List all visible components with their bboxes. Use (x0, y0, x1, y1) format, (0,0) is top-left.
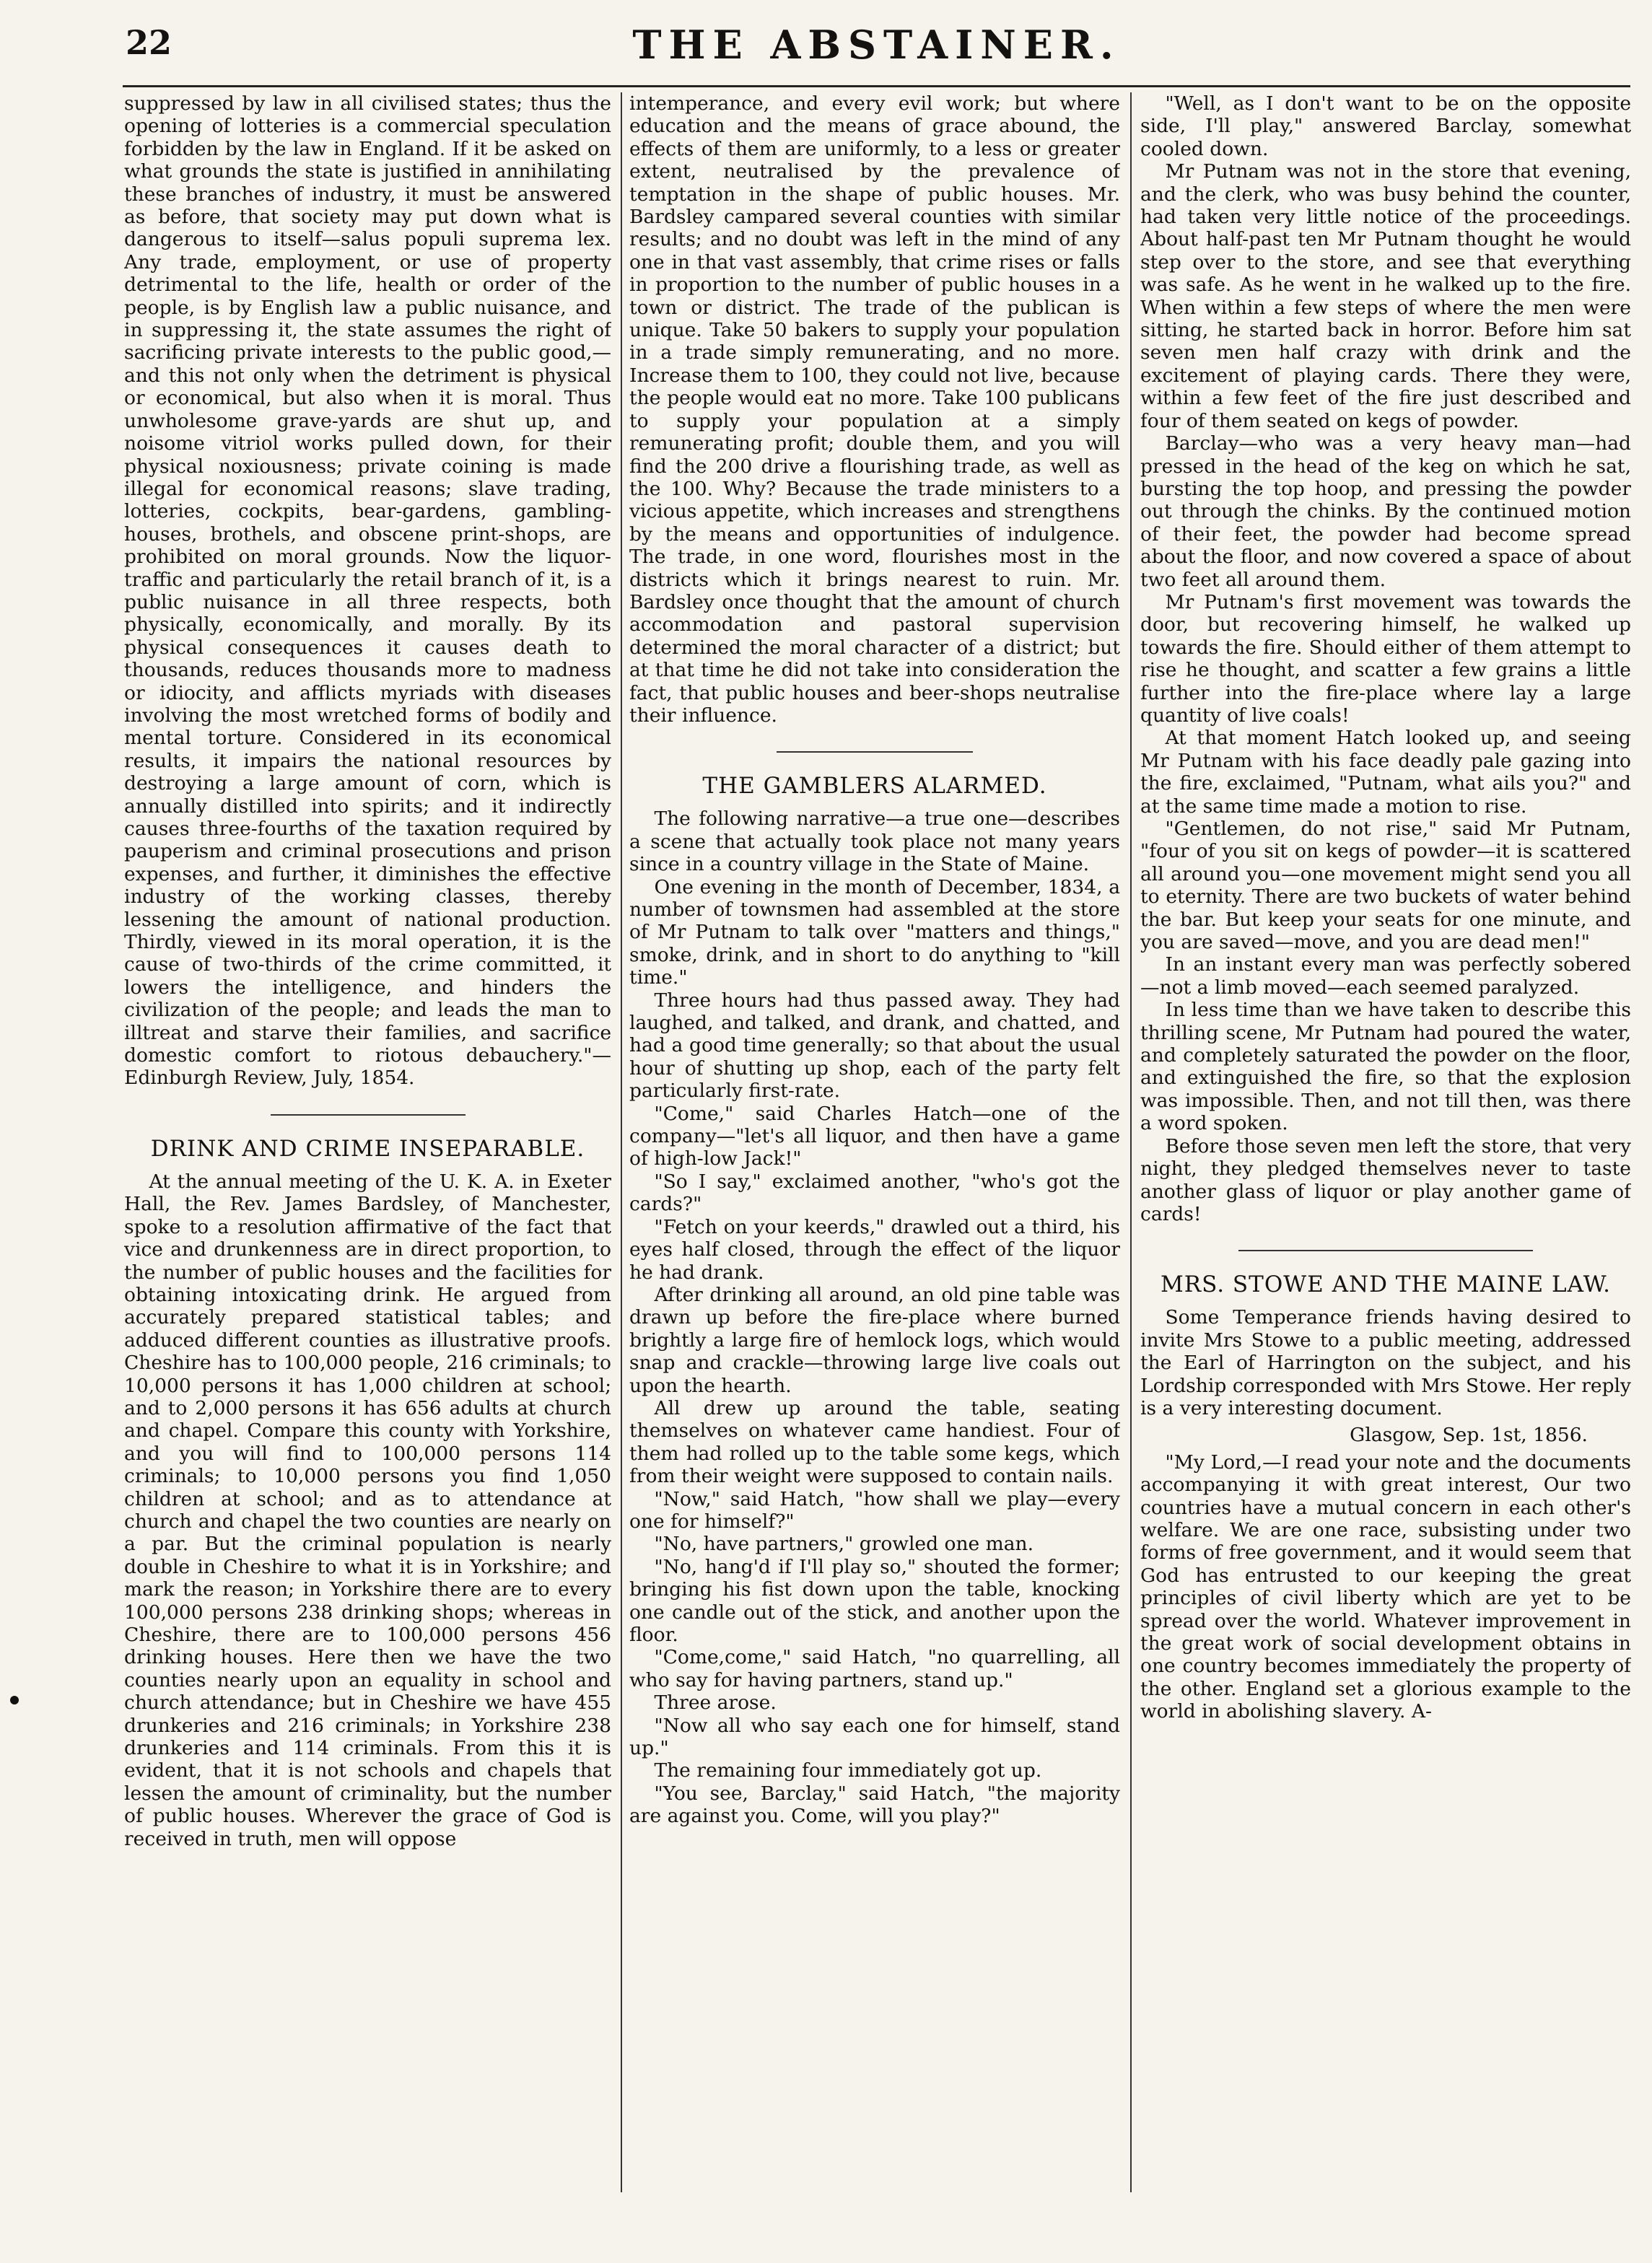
paragraph: All drew up around the table, seating themselves on whatever came handiest. Four of them had rolled up to the table some kegs, which from their weight were supposed to contain nails. (629, 1396, 1120, 1488)
paragraph: "Now," said Hatch, "how shall we play—every one for himself?" (629, 1487, 1120, 1533)
paragraph: The remaining four immediately got up. (654, 1759, 1042, 1782)
page-number: 22 (126, 23, 172, 62)
paragraph: "Well, as I don't want to be on the opposite side, I'll play," answered Barclay, somewhat cooled down. (1140, 92, 1631, 160)
paragraph: Barclay—who was a very heavy man—had pressed in the head of the keg on which he sat, bursting the top hoop, and pressing the powder out through the chinks. By the continued motion of their feet, the powder had become spread about the floor, and now covered a space of about two feet all around them. (1140, 432, 1631, 591)
article-heading: DRINK AND CRIME INSEPARABLE. (150, 1135, 585, 1162)
paragraph: Three hours had thus passed away. They had laughed, and talked, and drank, and chatted, and had a good time generally; so that about the usual hour of shutting up shop, each of the party felt particularly first-rate. (629, 989, 1120, 1103)
paragraph: In less time than we have taken to describe this thrilling scene, Mr Putnam had poured the water, and completely saturated the powder on the floor, and extinguished the fire, so that the explosion was impossible. Then, and not till then, was there a word spoken. (1140, 999, 1631, 1135)
article-text: intemperance, and every evil work; but where education and the means of grace abound, the effects of them are uniformly, to a less or greater extent, neutralised by the prevalence of temptation in the shape of public houses. Mr. Bardsley campared several counties with similar results; and no doubt was left in the mind of any one in that vast assembly, that crime rises or falls in proportion to the number of public houses in a town or district. The trade of the publican is unique. Take 50 bakers to supply your population in a trade simply remunerating, and no more. Increase them to 100, they could not live, because the people would eat no more. Take 100 publicans to supply your population at a simply remunerating profit; double them, and you will find the 200 drive a flourishing trade, as well as the 100. Why? Because the trade ministers to a vicious appetite, which increases and strengthens by the means and opportunities of indulgence. The trade, in one word, flourishes most in the districts which it brings nearest to ruin. Mr. Bardsley once thought that the amount of church accommodation and pastoral supervision determined the moral character of a district; but at that time he did not take into consideration the fact, that public houses and beer-shops neutralise their influence. (629, 92, 1120, 727)
column-divider (621, 92, 622, 2192)
paragraph: One evening in the month of December, 1834, a number of townsmen had assembled at the store of Mr Putnam to talk over "matters and things," smoke, drink, and in short to do anything to "kill time." (629, 875, 1120, 989)
header-rule (123, 85, 1630, 87)
article-separator (271, 1114, 466, 1116)
paragraph: "No, hang'd if I'll play so," shouted the former; bringing his fist down upon the table, knocking one candle out of the stick, and another upon the floor. (629, 1555, 1120, 1646)
paragraph: "Fetch on your keerds," drawled out a third, his eyes half closed, through the effect of the liquor he had drank. (629, 1215, 1120, 1284)
article-text: At the annual meeting of the U. K. A. in Exeter Hall, the Rev. James Bardsley, of Manchester, spoke to a resolution affirmative of the fact that vice and drunkenness are in direct proportion, to the number of public houses and the facilities for obtaining intoxicating drink. He argued from accurately prepared statistical tables; and adduced different counties as illustrative proofs. Cheshire has to 100,000 people, 216 criminals; to 10,000 persons it has 1,000 children at school; and to 2,000 persons it has 656 adults at church and chapel. Compare this county with Yorkshire, and you will find to 100,000 persons 114 criminals; to 10,000 persons you find 1,050 children at school; and as to attendance at church and chapel the two counties are nearly on a par. But the criminal population is nearly double in Cheshire to what it is in Yorkshire; and mark the reason; in Yorkshire there are to every 100,000 persons 238 drinking shops; whereas in Cheshire, there are to 100,000 persons 456 drinking houses. Here then we have the two counties nearly upon an equality in school and church attendance; but in Cheshire we have 455 drunkeries and 216 criminals; in Yorkshire 238 drunkeries and 114 criminals. From this it is evident, that it is not schools and chapels that lessen the amount of criminality, but the number of public houses. Wherever the grace of God is received in truth, men will oppose (124, 1170, 611, 1850)
paragraph: "So I say," exclaimed another, "who's got the cards?" (629, 1170, 1120, 1216)
letter-dateline: Glasgow, Sep. 1st, 1856. (1350, 1424, 1588, 1447)
column-2 (629, 92, 1120, 2185)
paragraph: "Come,come," said Hatch, "no quarrelling, all who say for having partners, stand up." (629, 1646, 1120, 1691)
paragraph: At that moment Hatch looked up, and seeing Mr Putnam with his face deadly pale gazing into the fire, exclaimed, "Putnam, what ails you?" and at the same time made a motion to rise. (1140, 727, 1631, 818)
paragraph: Some Temperance friends having desired to invite Mrs Stowe to a public meeting, addressed the Earl of Harrington on the subject, and his Lordship corresponded with Mrs Stowe. Her reply is a very interesting document. (1140, 1306, 1631, 1419)
column-divider (1130, 92, 1132, 2192)
paragraph: Three arose. (654, 1691, 777, 1715)
article-separator (1238, 1250, 1533, 1251)
paragraph: "Gentlemen, do not rise," said Mr Putnam, "four of you sit on kegs of powder—it is scattered all around you—one movement might send you all to eternity. There are two buckets of water behind the bar. But keep your seats for one minute, and you are saved—move, and you are dead men!" (1140, 818, 1631, 954)
margin-mark (10, 1696, 19, 1704)
paragraph: Before those seven men left the store, that very night, they pledged themselves never to taste another glass of liquor or play another game of cards! (1140, 1134, 1631, 1225)
paragraph: "Now all who say each one for himself, stand up." (629, 1714, 1120, 1760)
paragraph: In an instant every man was perfectly sobered—not a limb moved—each seemed paralyzed. (1140, 953, 1631, 999)
column-3 (1140, 92, 1631, 2185)
paragraph: "No, have partners," growled one man. (654, 1533, 1034, 1556)
article-heading: THE GAMBLERS ALARMED. (702, 773, 1047, 800)
paragraph: After drinking all around, an old pine table was drawn up before the fire-place where burned brightly a large fire of hemlock logs, which would snap and crackle—throwing large live coals out upon the hearth. (629, 1283, 1120, 1397)
masthead-title: THE ABSTAINER. (632, 22, 1121, 68)
column-1 (124, 92, 611, 2185)
paragraph: Mr Putnam was not in the store that evening, and the clerk, who was busy behind the counter, had taken very little notice of the proceedings. About half-past ten Mr Putnam thought he would step over to the store, and see that everything was safe. As he went in he walked up to the fire. When within a few steps of where the men were sitting, he started back in horror. Before him sat seven men half crazy with drink and the excitement of playing cards. There they were, within a few feet of the fire just described and four of them seated on kegs of powder. (1140, 160, 1631, 432)
article-text: suppressed by law in all civilised states; thus the opening of lotteries is a commercial speculation forbidden by the law in England. If it be asked on what grounds the state is justified in annihilating these branches of industry, it must be answered as before, that society may put down what is dangerous to itself—salus populi suprema lex. Any trade, employment, or use of property detrimental to the life, health or order of the people, is by English law a public nuisance, and in suppressing it, the state assumes the right of sacrificing private interests to the public good,—and this not only when the detriment is physical or economical, but also when it is moral. Thus unwholesome grave-yards are shut up, and noisome vitriol works pulled down, for their physical noxiousness; private coining is made illegal for economical reasons; slave trading, lotteries, cockpits, bear-gardens, gambling-houses, brothels, and obscene print-shops, are prohibited on moral grounds. Now the liquor-traffic and particularly the retail branch of it, is a public nuisance in all three respects, both physically, economically, and morally. By its physical consequences it causes death to thousands, reduces thousands more to madness or idiocity, and afflicts myriads with diseases involving the most wretched forms of bodily and mental torture. Considered in its economical results, it impairs the national resources by destroying a large amount of corn, which is annually distilled into spirits; and it indirectly causes three-fourths of the taxation required by pauperism and criminal prosecutions and prison expenses, and further, it diminishes the effective industry of the working classes, thereby lessening the amount of national production. Thirdly, viewed in its moral operation, it is the cause of two-thirds of the crime committed, it lowers the intelligence, and hinders the civilization of the people; and leads the man to illtreat and starve their families, and sacrifice domestic comfort to riotous debauchery."—Edinburgh Review, July, 1854. (124, 92, 611, 1090)
article-separator (777, 751, 973, 753)
paragraph: "Come," said Charles Hatch—one of the company—"let's all liquor, and then have a game of high-low Jack!" (629, 1102, 1120, 1170)
paragraph: Mr Putnam's first movement was towards the door, but recovering himself, he walked up towards the fire. Should either of them attempt to rise he thought, and scatter a few grains a little further into the fire-place where lay a large quantity of live coals! (1140, 590, 1631, 727)
article-heading: MRS. STOWE AND THE MAINE LAW. (1160, 1271, 1611, 1298)
page-header (123, 22, 1630, 68)
paragraph: "You see, Barclay," said Hatch, "the majority are against you. Come, will you play?" (629, 1782, 1120, 1828)
letter-text: "My Lord,—I read your note and the documents accompanying it with great interest, Our two countries have a mutual concern in each other's welfare. We are one race, subsisting under two forms of free government, and it would seem that God has entrusted to our keeping the great principles of civil liberty which are yet to be spread over the world. Whatever improvement in the great work of social development obtains in one country becomes immediately the property of the other. England set a glorious example to the world in abolishing slavery. A- (1140, 1450, 1631, 1723)
paragraph: The following narrative—a true one—describes a scene that actually took place not many years since in a country village in the State of Maine. (629, 807, 1120, 876)
